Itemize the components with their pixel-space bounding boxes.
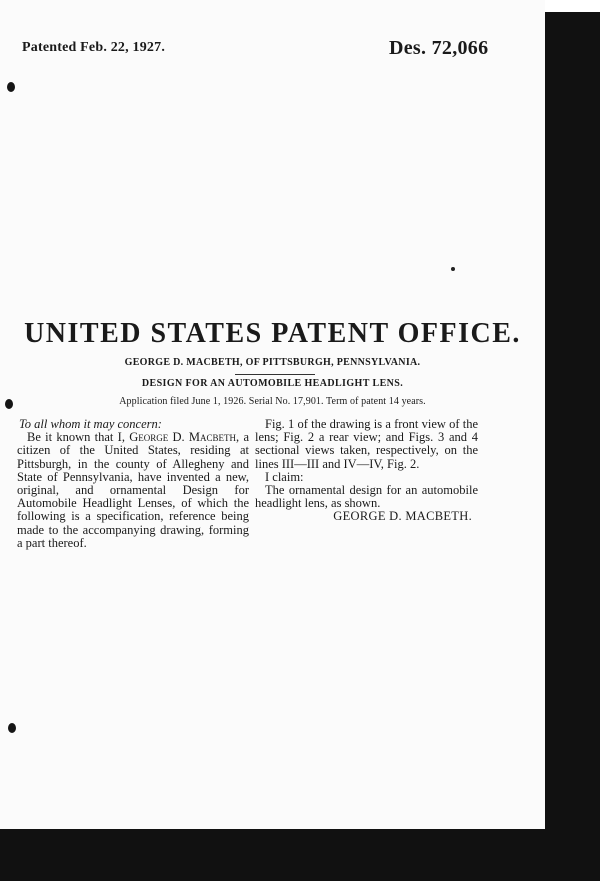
design-title: DESIGN FOR AN AUTOMOBILE HEADLIGHT LENS. <box>141 378 404 389</box>
title-divider <box>235 374 315 375</box>
inventor-name: George D. Macbeth <box>129 430 237 445</box>
application-line: Application filed June 1, 1926. Serial No. 17,901. Term of patent 14 years. <box>119 396 426 407</box>
specification-column-right <box>255 418 478 524</box>
paragraph-intro: Be it known that I, <box>27 430 125 445</box>
claim-label: I claim: <box>265 469 304 484</box>
office-title: UNITED STATES PATENT OFFICE. <box>24 318 521 349</box>
design-patent-number: Des. 72,066 <box>389 37 489 59</box>
inventor-signature: GEORGE D. MACBETH. <box>333 509 472 524</box>
scan-border-bottom <box>0 829 600 881</box>
ink-speck <box>451 267 455 271</box>
binder-hole-bottom <box>8 723 16 733</box>
inventor-line: GEORGE D. MACBETH, OF PITTSBURGH, PENNSYLVANIA. <box>124 357 421 368</box>
scan-border-right <box>545 12 600 881</box>
binder-hole-top <box>7 82 15 92</box>
specification-column-left <box>17 418 249 550</box>
claim-text: The ornamental design for an automobile headlight lens, as shown. <box>255 483 478 511</box>
salutation: To all whom it may concern: <box>19 417 162 431</box>
specification-paragraph <box>17 431 249 550</box>
paragraph-body: , a citizen of the United States, residing at Pittsburgh, in the county of Allegheny and State of Pennsylvania, have invented a new, original, and ornamental Design for Automobile Headlight Lenses, of which the following is a specification, reference being made to the accompanying drawing, forming a part thereof. <box>17 430 249 550</box>
figures-description: Fig. 1 of the drawing is a front view of the lens; Fig. 2 a rear view; and Figs. 3 and 4 sectional views taken, respectively, on the lines III—III and IV—IV, Fig. 2. <box>255 417 478 471</box>
patented-date: Patented Feb. 22, 1927. <box>22 40 166 55</box>
